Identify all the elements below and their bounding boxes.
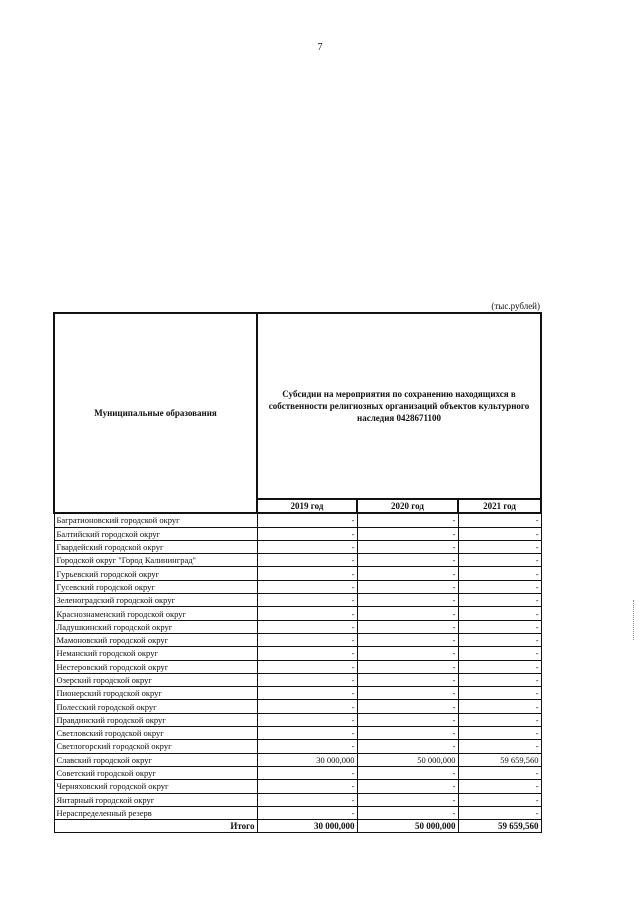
value-cell: 50 000,000 [357, 753, 458, 766]
scan-artifact [633, 600, 636, 640]
municipality-name: Гвардейский городской округ [54, 540, 257, 553]
value-cell: - [257, 620, 357, 633]
value-cell: - [458, 633, 541, 646]
municipality-name: Черняховский городской округ [54, 780, 257, 793]
total-value: 50 000,000 [357, 820, 458, 833]
value-cell: - [458, 806, 541, 819]
total-row [54, 820, 541, 833]
value-cell: - [357, 594, 458, 607]
value-cell: - [257, 660, 357, 673]
municipality-name: Гурьевский городской округ [54, 567, 257, 580]
municipality-name: Мамоновский городской округ [54, 633, 257, 646]
table-row [54, 554, 541, 567]
municipality-name: Светловский городской округ [54, 727, 257, 740]
table-row [54, 740, 541, 753]
value-cell: - [257, 594, 357, 607]
value-cell: - [257, 740, 357, 753]
value-cell: - [357, 580, 458, 593]
value-cell: - [357, 647, 458, 660]
value-cell: - [458, 594, 541, 607]
total-value: 59 659,560 [458, 820, 541, 833]
value-cell: - [458, 780, 541, 793]
value-cell: - [257, 607, 357, 620]
value-cell: - [257, 633, 357, 646]
value-cell: - [458, 554, 541, 567]
value-cell: - [357, 607, 458, 620]
municipality-header: Муниципальные образования [54, 313, 257, 513]
value-cell: - [257, 554, 357, 567]
value-cell: - [257, 780, 357, 793]
value-cell: - [458, 607, 541, 620]
table-row [54, 806, 541, 819]
municipality-name: Янтарный городской округ [54, 793, 257, 806]
value-cell: - [257, 513, 357, 527]
table-body [54, 513, 541, 833]
value-cell: - [357, 540, 458, 553]
municipality-name: Неманский городской округ [54, 647, 257, 660]
municipality-name: Правдинский городской округ [54, 713, 257, 726]
value-cell: - [357, 527, 458, 540]
value-cell: - [257, 647, 357, 660]
table-row [54, 660, 541, 673]
municipality-name: Светлогорский городской округ [54, 740, 257, 753]
table-row [54, 780, 541, 793]
value-cell: - [257, 567, 357, 580]
value-cell: - [257, 527, 357, 540]
table-row [54, 700, 541, 713]
municipality-name: Городской округ "Город Калининград" [54, 554, 257, 567]
value-cell: - [357, 700, 458, 713]
value-cell: - [257, 700, 357, 713]
table-row [54, 513, 541, 527]
value-cell: - [458, 700, 541, 713]
value-cell: - [458, 567, 541, 580]
value-cell: - [257, 766, 357, 779]
value-cell: - [458, 620, 541, 633]
value-cell: - [458, 766, 541, 779]
value-cell: - [257, 713, 357, 726]
value-cell: - [357, 806, 458, 819]
value-cell: - [357, 766, 458, 779]
municipality-name: Советский городской округ [54, 766, 257, 779]
value-cell: - [357, 673, 458, 686]
value-cell: - [458, 727, 541, 740]
table-row [54, 727, 541, 740]
value-cell: - [458, 527, 541, 540]
table-row [54, 647, 541, 660]
municipality-name: Зеленоградский городской округ [54, 594, 257, 607]
year-header-2020: 2020 год [357, 499, 458, 513]
value-cell: - [458, 660, 541, 673]
subsidy-table [53, 312, 542, 833]
value-cell: - [458, 647, 541, 660]
value-cell: - [357, 633, 458, 646]
value-cell: - [458, 513, 541, 527]
table-row [54, 793, 541, 806]
municipality-name: Гусевский городской округ [54, 580, 257, 593]
table-row [54, 567, 541, 580]
value-cell: - [257, 806, 357, 819]
municipality-name: Нераспределенный резерв [54, 806, 257, 819]
municipality-name: Полесский городской округ [54, 700, 257, 713]
value-cell: - [458, 740, 541, 753]
municipality-name: Озерский городской округ [54, 673, 257, 686]
table-row [54, 766, 541, 779]
value-cell: - [257, 540, 357, 553]
table-row [54, 527, 541, 540]
table-row [54, 753, 541, 766]
total-label: Итого [54, 820, 257, 833]
value-cell: - [458, 540, 541, 553]
value-cell: - [458, 793, 541, 806]
municipality-name: Пионерский городской округ [54, 687, 257, 700]
municipality-name: Багратионовский городской округ [54, 513, 257, 527]
value-cell: - [257, 793, 357, 806]
value-cell: - [357, 713, 458, 726]
table-row [54, 594, 541, 607]
value-cell: - [357, 567, 458, 580]
value-cell: - [257, 727, 357, 740]
year-header-2021: 2021 год [458, 499, 541, 513]
value-cell: - [357, 740, 458, 753]
units-label: (тыс.рублей) [491, 301, 540, 311]
value-cell: - [458, 673, 541, 686]
value-cell: - [458, 580, 541, 593]
table-row [54, 673, 541, 686]
value-cell: - [357, 513, 458, 527]
municipality-name: Славский городской округ [54, 753, 257, 766]
value-cell: 59 659,560 [458, 753, 541, 766]
header-row [54, 313, 541, 499]
value-cell: - [458, 713, 541, 726]
table-row [54, 540, 541, 553]
municipality-name: Краснознаменский городской округ [54, 607, 257, 620]
value-cell: - [257, 580, 357, 593]
value-cell: - [357, 660, 458, 673]
municipality-name: Балтийский городской округ [54, 527, 257, 540]
municipality-name: Ладушкинский городской округ [54, 620, 257, 633]
subsidy-title-header: Субсидии на мероприятия по сохранению находящихся в собственности религиозных организаций объектов культурного наследия 0428671100 [257, 313, 541, 499]
table-row [54, 620, 541, 633]
page-number: 7 [317, 42, 323, 53]
total-value: 30 000,000 [257, 820, 357, 833]
table-row [54, 687, 541, 700]
value-cell: - [357, 780, 458, 793]
year-header-2019: 2019 год [257, 499, 357, 513]
table-row [54, 713, 541, 726]
value-cell: - [357, 727, 458, 740]
table-row [54, 580, 541, 593]
value-cell: - [257, 687, 357, 700]
value-cell: - [357, 687, 458, 700]
value-cell: 30 000,000 [257, 753, 357, 766]
value-cell: - [357, 793, 458, 806]
value-cell: - [357, 620, 458, 633]
value-cell: - [458, 687, 541, 700]
value-cell: - [257, 673, 357, 686]
table-row [54, 607, 541, 620]
value-cell: - [357, 554, 458, 567]
municipality-name: Нестеровский городской округ [54, 660, 257, 673]
table-row [54, 633, 541, 646]
